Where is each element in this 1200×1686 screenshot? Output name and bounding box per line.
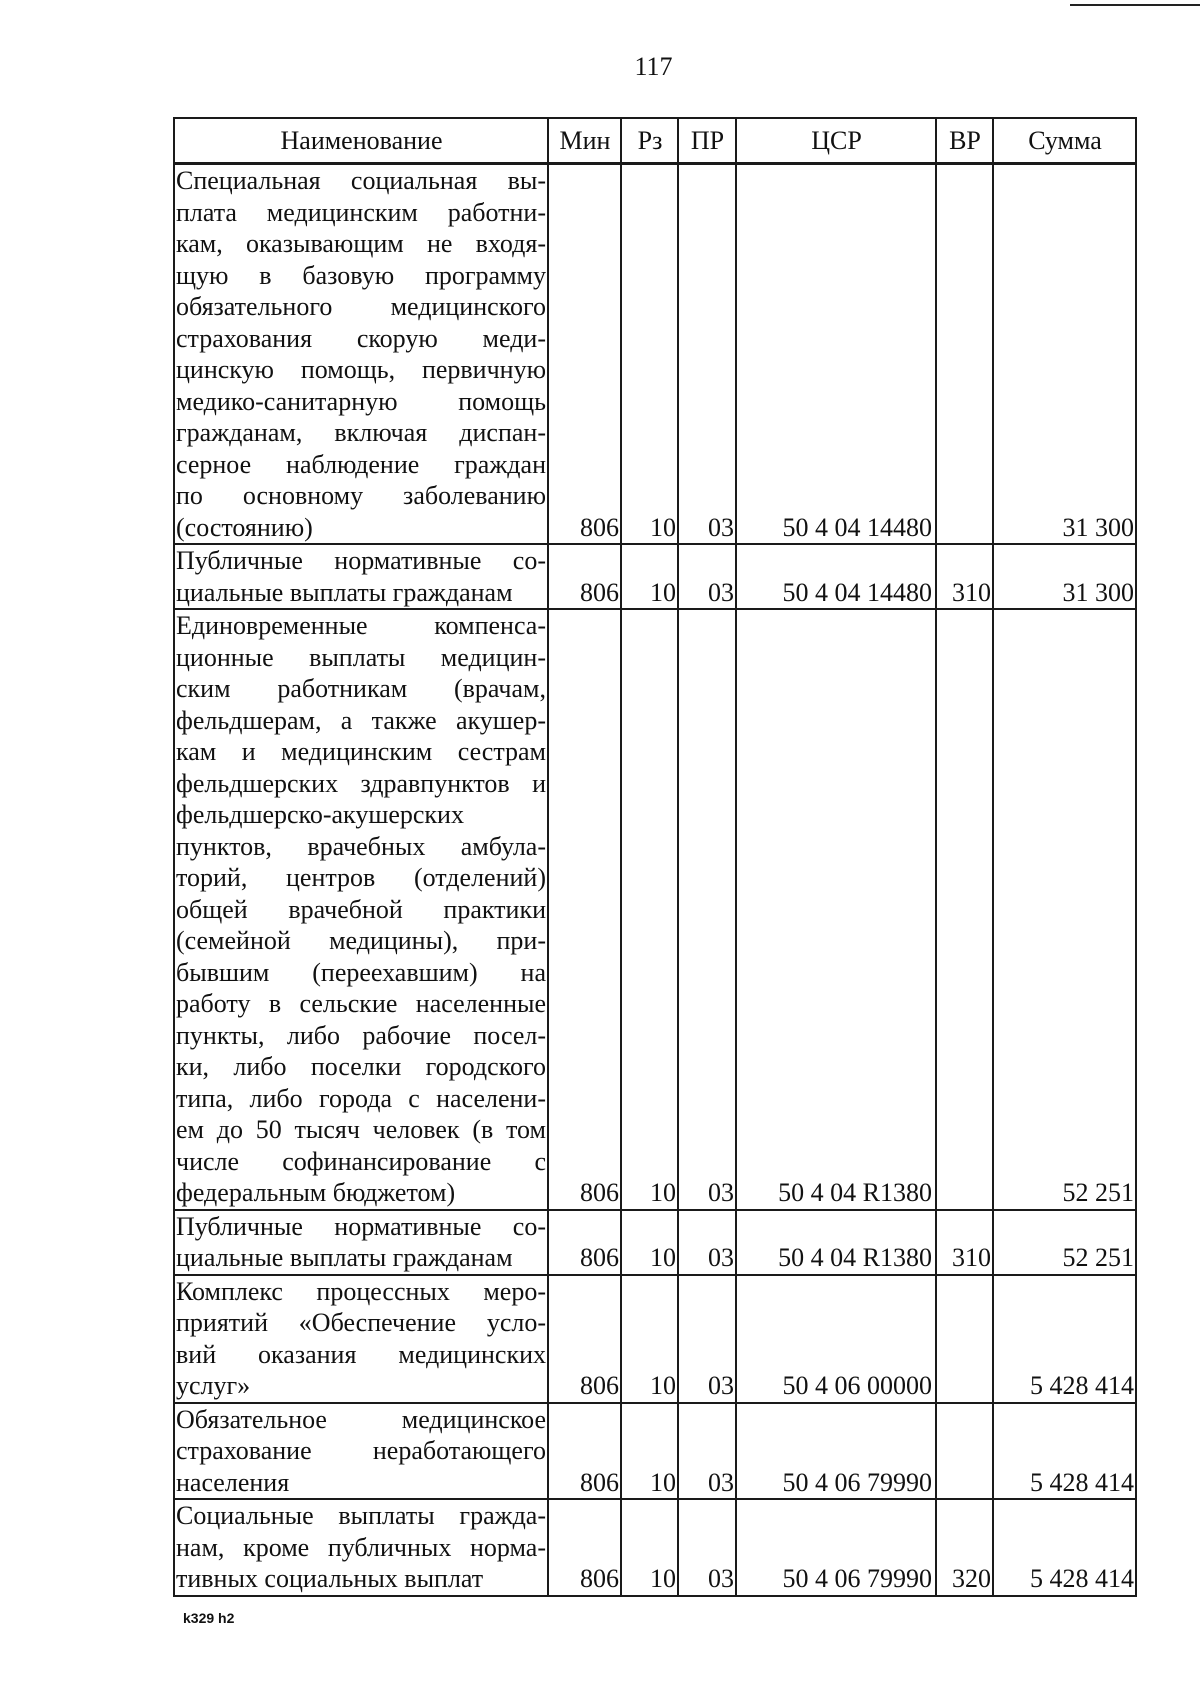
- row-name-line: по основному заболеванию: [176, 481, 546, 510]
- top-edge-line: [1070, 4, 1200, 6]
- row-sum: 31 300: [993, 164, 1136, 545]
- row-name-line: Специальная социальная вы-: [176, 166, 546, 195]
- table-body: [174, 164, 1136, 1596]
- row-rz: 10: [621, 609, 678, 1210]
- row-pr: 03: [678, 1210, 736, 1275]
- row-csr: 50 4 04 R1380: [736, 609, 936, 1210]
- row-name-line: Социальные выплаты гражда-: [176, 1501, 546, 1530]
- row-name: [174, 1403, 548, 1500]
- row-name-line: фельдшерских здравпунктов и: [176, 768, 546, 798]
- row-name-line: типа, либо города с населени-: [176, 1083, 546, 1113]
- row-name: [174, 164, 548, 545]
- table-row: [174, 1499, 1136, 1596]
- row-min: 806: [548, 1210, 621, 1275]
- row-name-line: обязательного медицинского: [176, 292, 546, 321]
- header-pr: ПР: [678, 118, 736, 164]
- page-number: 117: [634, 52, 673, 81]
- row-name-line: бывшим (переехавшим) на: [176, 957, 546, 987]
- table-row: [174, 544, 1136, 609]
- row-sum: 5 428 414: [993, 1499, 1136, 1596]
- row-rz: 10: [621, 544, 678, 609]
- row-min: 806: [548, 609, 621, 1210]
- row-sum: 31 300: [993, 544, 1136, 609]
- row-name-line: (состоянию): [176, 512, 313, 542]
- row-min: 806: [548, 164, 621, 545]
- row-name-line: циальные выплаты гражданам: [176, 577, 513, 607]
- row-name-line: федеральным бюджетом): [176, 1178, 456, 1207]
- row-name-line: числе софинансирование с: [176, 1146, 546, 1176]
- row-pr: 03: [678, 1275, 736, 1403]
- row-vr: [936, 164, 993, 545]
- table-row: [174, 1403, 1136, 1500]
- row-name-line: ки, либо поселки городского: [176, 1052, 546, 1081]
- row-name-line: кам, оказывающим не входя-: [176, 229, 546, 258]
- footer-code: k329 h2: [183, 1610, 235, 1626]
- row-csr: 50 4 04 14480: [736, 164, 936, 545]
- header-row: [174, 118, 1136, 164]
- row-min: 806: [548, 544, 621, 609]
- header-rz: Рз: [621, 118, 678, 164]
- row-pr: 03: [678, 1403, 736, 1500]
- budget-table: [173, 117, 1137, 1597]
- row-name-line: щую в базовую программу: [176, 260, 546, 290]
- row-name-line: торий, центров (отделений): [176, 863, 546, 892]
- row-rz: 10: [621, 1499, 678, 1596]
- row-name-line: ционные выплаты медицин-: [176, 642, 546, 672]
- row-csr: 50 4 04 14480: [736, 544, 936, 609]
- row-csr: 50 4 04 R1380: [736, 1210, 936, 1275]
- row-name: [174, 1275, 548, 1403]
- row-csr: 50 4 06 00000: [736, 1275, 936, 1403]
- row-name: [174, 609, 548, 1210]
- row-vr: [936, 1275, 993, 1403]
- row-name-line: Обязательное медицинское: [176, 1404, 546, 1434]
- row-name-line: кам и медицинским сестрам: [176, 737, 546, 766]
- row-name-line: медико-санитарную помощь: [176, 386, 546, 416]
- row-name-line: (семейной медицины), при-: [176, 926, 546, 955]
- row-name-line: приятий «Обеспечение усло-: [176, 1308, 546, 1337]
- row-name: [174, 1499, 548, 1596]
- row-name: [174, 544, 548, 609]
- row-name-line: фельдшерско-акушерских: [176, 800, 464, 829]
- row-sum: 52 251: [993, 609, 1136, 1210]
- row-vr: 320: [936, 1499, 993, 1596]
- row-pr: 03: [678, 1499, 736, 1596]
- row-pr: 03: [678, 609, 736, 1210]
- row-name-line: услуг»: [176, 1371, 251, 1400]
- row-rz: 10: [621, 1403, 678, 1500]
- row-vr: [936, 609, 993, 1210]
- row-name-line: страхования скорую меди-: [176, 323, 546, 353]
- row-rz: 10: [621, 1210, 678, 1275]
- row-name-line: циальные выплаты гражданам: [176, 1243, 513, 1272]
- row-name-line: нам, кроме публичных норма-: [176, 1532, 546, 1562]
- row-rz: 10: [621, 164, 678, 545]
- row-sum: 52 251: [993, 1210, 1136, 1275]
- row-vr: [936, 1403, 993, 1500]
- row-sum: 5 428 414: [993, 1403, 1136, 1500]
- row-name-line: тивных социальных выплат: [176, 1564, 484, 1593]
- row-rz: 10: [621, 1275, 678, 1403]
- row-vr: 310: [936, 1210, 993, 1275]
- row-pr: 03: [678, 544, 736, 609]
- row-name-line: цинскую помощь, первичную: [176, 355, 546, 384]
- row-name: [174, 1210, 548, 1275]
- row-name-line: общей врачебной практики: [176, 894, 546, 924]
- header-name: Наименование: [174, 118, 548, 164]
- table-row: [174, 1210, 1136, 1275]
- row-name-line: ем до 50 тысяч человек (в том: [176, 1115, 546, 1144]
- row-pr: 03: [678, 164, 736, 545]
- row-csr: 50 4 06 79990: [736, 1499, 936, 1596]
- header-vr: ВР: [936, 118, 993, 164]
- table-row: [174, 1275, 1136, 1403]
- row-sum: 5 428 414: [993, 1275, 1136, 1403]
- row-name-line: ским работникам (врачам,: [176, 674, 546, 703]
- row-name-line: Публичные нормативные со-: [176, 1211, 546, 1241]
- row-name-line: населения: [176, 1467, 290, 1497]
- row-name-line: пункты, либо рабочие посел-: [176, 1020, 546, 1050]
- row-name-line: фельдшерам, а также акушер-: [176, 705, 546, 735]
- row-name-line: пунктов, врачебных амбула-: [176, 831, 546, 861]
- row-min: 806: [548, 1403, 621, 1500]
- table-row: [174, 164, 1136, 545]
- row-name-line: Комплекс процессных меро-: [176, 1276, 546, 1306]
- row-csr: 50 4 06 79990: [736, 1403, 936, 1500]
- row-name-line: серное наблюдение граждан: [176, 449, 546, 479]
- row-name-line: страхование неработающего: [176, 1436, 546, 1465]
- row-name-line: Единовременные компенса-: [176, 611, 546, 640]
- row-name-line: гражданам, включая диспан-: [176, 418, 546, 447]
- row-min: 806: [548, 1275, 621, 1403]
- header-csr: ЦСР: [736, 118, 936, 164]
- header-min: Мин: [548, 118, 621, 164]
- row-vr: 310: [936, 544, 993, 609]
- row-min: 806: [548, 1499, 621, 1596]
- row-name-line: работу в сельские населенные: [176, 989, 546, 1018]
- row-name-line: вий оказания медицинских: [176, 1339, 546, 1369]
- row-name-line: Публичные нормативные со-: [176, 546, 546, 575]
- table-row: [174, 609, 1136, 1210]
- row-name-line: плата медицинским работни-: [176, 197, 546, 227]
- header-sum: Сумма: [993, 118, 1136, 164]
